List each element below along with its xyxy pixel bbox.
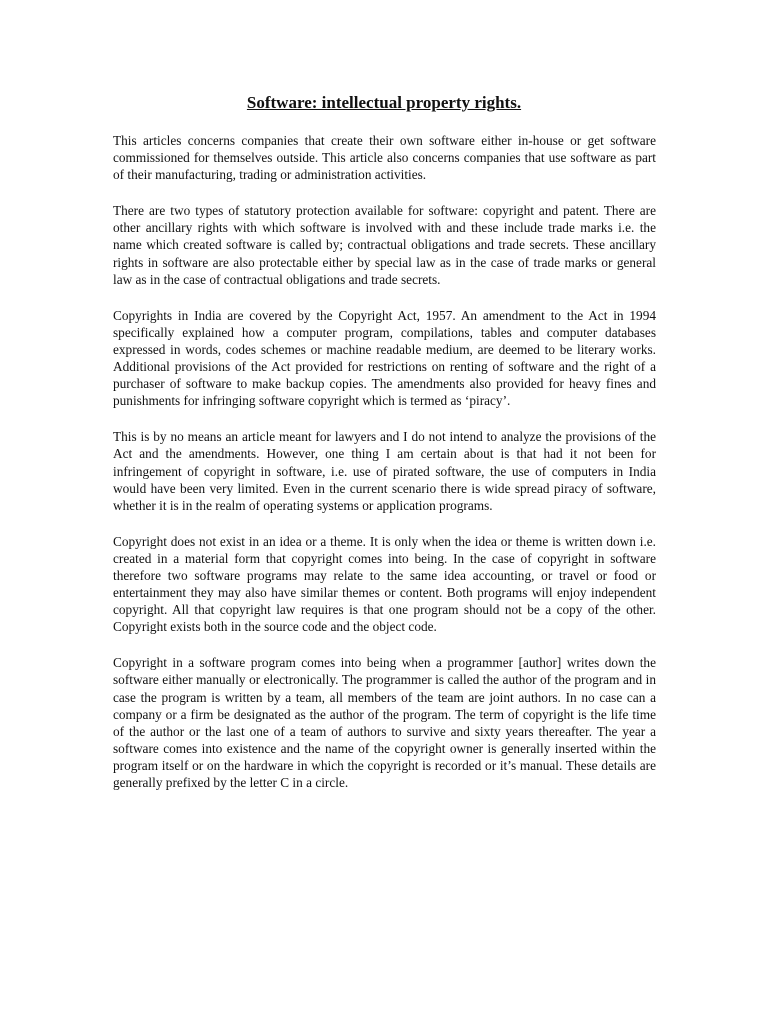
paragraph: Copyright does not exist in an idea or a theme. It is only when the idea or theme is written down i.e. created in a material form that copyright comes into being. In the case of copyright in software therefore two software programs may relate to the same idea accounting, or travel or food or entertainment they may also have similar themes or content. Both programs will enjoy independent copyright. All that copyright law requires is that one program should not be a copy of the other. Copyright exists both in the source code and the object code. (113, 533, 656, 635)
paragraph: Copyrights in India are covered by the Copyright Act, 1957. An amendment to the Act in 1994 specifically explained how a computer program, compilations, tables and computer databases expressed in words, codes schemes or machine readable medium, are deemed to be literary works. Additional provisions of the Act provided for restrictions on renting of software and the right of a purchaser of software to make backup copies. The amendments also provided for heavy fines and punishments for infringing software copyright which is termed as ‘piracy’. (113, 307, 656, 409)
document-title: Software: intellectual property rights. (246, 93, 522, 112)
paragraph: This articles concerns companies that create their own software either in-house or get software commissioned for themselves outside. This article also concerns companies that use software as part of their manufacturing, trading or administration activities. (113, 133, 656, 183)
document-body (113, 132, 656, 810)
paragraph: This is by no means an article meant for lawyers and I do not intend to analyze the provisions of the Act and the amendments. However, one thing I am certain about is that had it not been for infringement of copyright in software, i.e. use of pirated software, the use of computers in India would have been very limited. Even in the current scenario there is wide spread piracy of software, whether it is in the realm of operating systems or application programs. (113, 429, 656, 513)
paragraph: Copyright in a software program comes into being when a programmer [author] writes down the software either manually or electronically. The programmer is called the author of the program and in case the program is written by a team, all members of the team are joint authors. In no case can a company or a firm be designated as the author of the program. The term of copyright is the life time of the author or the last one of a team of authors to survive and sixty years thereafter. The year a software comes into existence and the name of the copyright owner is generally inserted within the program itself or on the hardware in which the copyright is recorded or it’s manual. These details are generally prefixed by the letter C in a circle. (113, 655, 656, 790)
paragraph: There are two types of statutory protection available for software: copyright and patent. There are other ancillary rights with which software is involved with and these include trade marks i.e. the name which created software is called by; contractual obligations and trade secrets. These ancillary rights in software are also protectable either by special law as in the case of trade marks or general law as in the case of contractual obligations and trade secrets. (113, 203, 656, 287)
